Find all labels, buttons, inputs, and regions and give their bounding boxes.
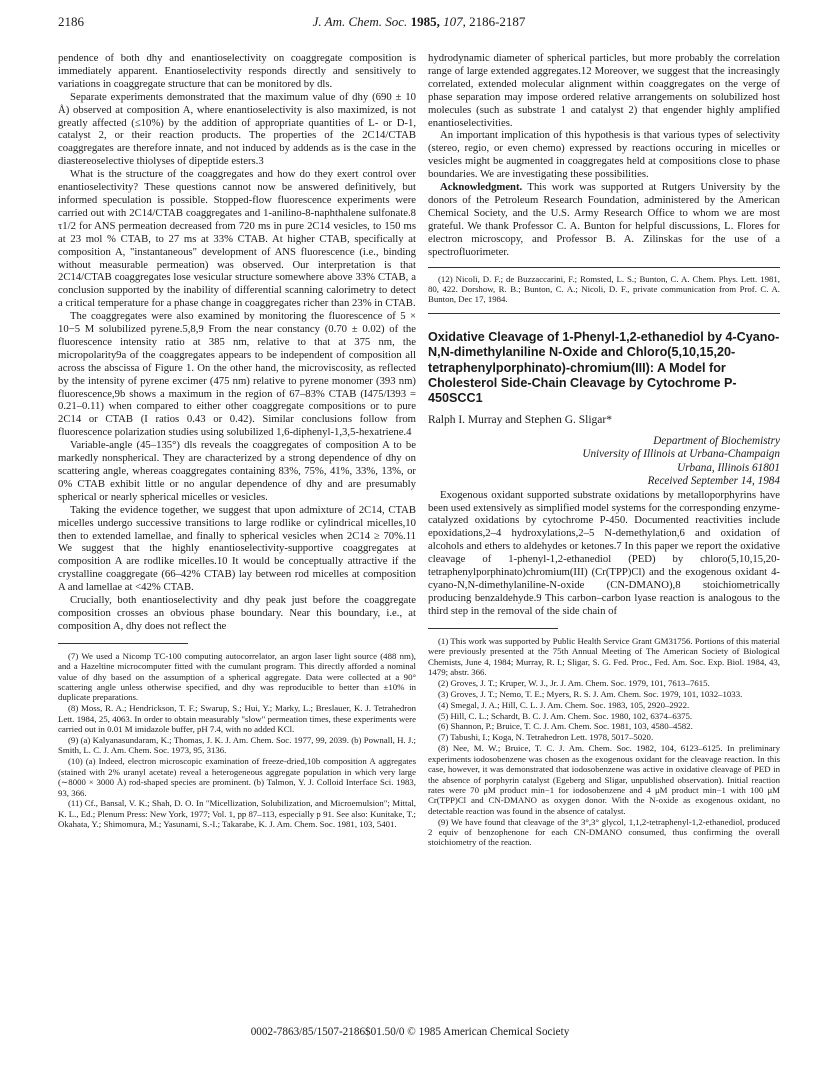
left-column <box>58 52 416 830</box>
acknowledgment <box>428 181 780 258</box>
body-paragraph: Taking the evidence together, we suggest that upon admixture of 2C14, CTAB micelles undergo successive transitions to large rodlike or cylindrical micelles,10 then to extended lamellae, and finally to spherical vesicles when 2C14 ≥ 70%.11 We suggest that the highly enantioselectivity-supportive coaggregates at composition A are rodlike micelles.10 It would be conceptually attractive if the crystalline coaggregate (66–42% CTAB) lay between rod micelles at composition A and lamellae at <42% CTAB. <box>58 503 416 594</box>
footnote: (1) This work was supported by Public Health Service Grant GM31756. Portions of this material were previously presented at the 75th Annual Meeting of The American Society of Biological Chemists, June 4, 1984; Murray, R. I.; Sligar, S. G. Fed. Proc., Fed. Am. Soc. Exp. Biol. 1984, 43, 1479; abstr. 366. <box>428 635 780 677</box>
affiliation-line: University of Illinois at Urbana-Champaign <box>582 448 780 461</box>
footnote: (7) We used a Nicomp TC-100 computing autocorrelator, an argon laser light source (488 nm), and a Hazeltine microcomputer fitted with the cumulant program. This directly afforded a nominal value of dhy based on the assumption of a spherical aggregate. Data were collected at a 90° scattering angle unless otherwise specified, and dhy was reproducible to better than ±10% in duplicate preparations. <box>58 650 416 703</box>
footnote: (5) Hill, C. L.; Schardt, B. C. J. Am. Chem. Soc. 1980, 102, 6374–6375. <box>438 710 693 721</box>
footnote: (9) We have found that cleavage of the 3°,3° glycol, 1,1,2-tetraphenyl-1,2-ethanediol, produced 2 equiv of benzophenone for each CN-DMANO consumed, thus confirming the overall stoichiometry of the reaction. <box>428 816 780 848</box>
acknowledgment-label: Acknowledgment. <box>440 181 523 194</box>
body-paragraph: Separate experiments demonstrated that the maximum value of dhy (690 ± 10 Å) observed at composition A, where enantioselectivity is also maximized, is not greatly affected (≤10%) by the addition of appropriate quantities of L- or D-1, catalyst 2, or their reaction products. The properties of the 2C14/CTAB coaggregates are therefore innate, and not induced by addends as is the case in the diastereoselective thiolyses of dipeptide esters.3 <box>58 90 416 168</box>
section-rule <box>428 313 780 314</box>
footnote-12-block <box>428 274 780 305</box>
footnote: (7) Tabushi, I.; Koga, N. Tetrahedron Lett. 1978, 5017–5020. <box>438 732 654 743</box>
right-column <box>428 52 780 848</box>
footnote: (8) Nee, M. W.; Bruice, T. C. J. Am. Chem. Soc. 1982, 104, 6123–6125. In preliminary experiments iodosobenzene was chosen as the exogenous oxidant for the cleavage reaction. In this case, however, it was demonstrated that iodosobenzene was active in oxidative cleavage of PED in the absence of porphyrin catalyst (Egeberg and Sligar, unpublished observation). Initial reaction rates were 70 μM product min−1 for iodosobenzene and 4 μM product min−1 with 100 μM Cr(TPP)Cl and CN-DMANO as oxygen donor. With the N-oxide as exogenous oxidant, no detectable reaction was found in the absence of catalyst. <box>428 743 780 816</box>
journal-name: J. Am. Chem. Soc. <box>312 14 408 29</box>
footnote: (6) Shannon, P.; Bruice, T. C. J. Am. Chem. Soc. 1981, 103, 4580–4582. <box>438 721 693 732</box>
footnote: (11) Cf., Bansal, V. K.; Shah, D. O. In "Micellization, Solubilization, and Microemulsion"; Mittal, K. L., Ed.; Plenum Press: New York, 1977; Vol. 1, pp 87–113, especially p 91. See also: Kunitake, T.; Okahata, Y.; Shimomura, M.; Yasunami, S.-I.; Takarabe, K. J. Am. Chem. Soc. 1981, 103, 5401. <box>58 798 416 830</box>
journal-citation <box>58 14 780 30</box>
received-date: Received September 14, 1984 <box>647 475 780 488</box>
footnote: (2) Groves, J. T.; Kruper, W. J., Jr. J. Am. Chem. Soc. 1979, 101, 7613–7615. <box>438 677 710 688</box>
body-paragraph: Crucially, both enantioselectivity and dhy peak just before the coaggregate composition crosses an obvious phase boundary. Near this boundary, i.e., at composition A, dhy does not reflect the <box>58 594 416 632</box>
body-paragraph: hydrodynamic diameter of spherical particles, but more probably the correlation range of large extended aggregates.12 Moreover, we suggest that the increasingly correlated, extended molecular alignment within coaggregates on the verge of phase separation may impose ordered relative arrangements on solubilized host molecules (such as substrate 1 and catalyst 2) that engender highly amplified enantioselectivities. <box>428 52 780 129</box>
running-header <box>58 14 780 32</box>
acknowledgment-text: This work was supported at Rutgers University by the donors of the Petroleum Research Foundation, administered by the American Chemical Society, and the U.S. Army Research Office to whom we are most grateful. We thank Professor C. A. Bunton for helpful discussions, L. Flores for electron microscopy, and Professor B. A. Zilinskas for the use of a spectrofluorimeter. <box>428 181 780 258</box>
body-paragraph: pendence of both dhy and enantioselectivity on coaggregate composition is immediately apparent. Enantioselectivity responds directly and sensitively to variations in coaggregate structure that can be monitored by dls. <box>58 52 416 90</box>
affiliation-line: Department of Biochemistry <box>653 434 780 447</box>
footnote: (4) Smegal, J. A.; Hill, C. L. J. Am. Chem. Soc. 1983, 105, 2920–2922. <box>438 699 690 710</box>
footnote: (8) Moss, R. A.; Hendrickson, T. F.; Swarup, S.; Hui, Y.; Marky, L.; Breslauer, K. J. Tetrahedron Lett. 1984, 25, 4063. In order to obtain measurably "slow" permeation times, these experiments were carried out in 0.01 M imidazole buffer, pH 7.4, with no added KCl. <box>58 703 416 735</box>
article-authors: Ralph I. Murray and Stephen G. Sligar* <box>428 413 612 426</box>
page-number: 2186 <box>58 14 84 29</box>
footnote: (12) Nicoli, D. F.; de Buzzaccarini, F.; Romsted, L. S.; Bunton, C. A. Chem. Phys. Lett. 1981, 80, 422. Dorshow, R. B.; Bunton, C. A.; Nicoli, D. F., private communication from Prof. C. A. Bunton, Dec 17, 1984. <box>428 273 780 305</box>
body-paragraph: An important implication of this hypothesis is that various types of selectivity (stereo, regio, or even chemo) expressed by reactions occuring in micelles or vesicles might be augmented in coaggregates held at compositions close to phase boundaries. We are investigating these possibilities. <box>428 129 780 181</box>
footnotes-left <box>58 651 416 830</box>
footnote-rule <box>428 628 558 629</box>
page-footer: 0002-7863/85/1507-2186$01.50/0 © 1985 American Chemical Society <box>250 1026 570 1038</box>
footnotes-right <box>428 636 780 848</box>
affiliation <box>428 435 780 476</box>
journal-volume: 107, <box>443 14 466 29</box>
footnote: (9) (a) Kalyanasundaram, K.; Thomas, J. K. J. Am. Chem. Soc. 1977, 99, 2039. (b) Pownall, H. J.; Smith, L. C. J. Am. Chem. Soc. 1973, 95, 3136. <box>58 735 416 756</box>
body-paragraph: The coaggregates were also examined by monitoring the fluorescence of 5 × 10−5 M solubilized pyrene.5,8,9 From the near constancy (0.70 ± 0.02) of the fluorescence intensity ratio at 385 nm, relative to that at 375 nm, the micropolarity9a of the coaggregates appears to be independent of composition all across the abscissa of Figure 1. On the other hand, the microviscosity, as reflected by the intensity of pyrene excimer (475 nm) relative to pyrene monomer (393 nm) fluorescence,9b shows a maximum in the region of 67–83% CTAB (I475/I393 = 0.21–0.11) when compared to either other coaggregate compositions or to pure 2C14 or CTAB (I ratios 0.43 or 0.42). Similar conclusions follow from fluorescence polarization studies using solubilized 1,6-diphenyl-1,3,5-hexatriene.4 <box>58 310 416 439</box>
footnote: (10) (a) Indeed, electron microscopic examination of freeze-dried,10b composition A aggregates (stained with 2% uranyl acetate) reveal a heterogeneous aggregate population in which very large (∼8000 × 3000 Å) rod-shaped species are prominent. (b) Talmon, Y. J. Colloid Interface Sci. 1983, 93, 366. <box>58 756 416 798</box>
body-paragraph: Variable-angle (45–135°) dls reveals the coaggregates of composition A to be markedly nonspherical. They are characterized by a strong dependence of dhy on scattering angle, whereas coaggregates containing 83%, 75%, 41%, 33%, 13%, or 0% CTAB exhibit little or no angular dependence of dhy and are presumably spherical or nearly spherical micelles or vesicles. <box>58 439 416 503</box>
article-title: Oxidative Cleavage of 1-Phenyl-1,2-ethanediol by 4-Cyano-N,N-dimethylaniline N-Oxide and Chloro(5,10,15,20-tetraphenylporphinato)-chromium(III): A Model for Cholesterol Side-Chain Cleavage by Cytochrome P-450SCC1 <box>428 329 780 406</box>
footnote-rule <box>58 643 188 644</box>
journal-year: 1985, <box>410 14 440 29</box>
footnote: (3) Groves, J. T.; Nemo, T. E.; Myers, R. S. J. Am. Chem. Soc. 1979, 101, 1032–1033. <box>438 688 743 699</box>
body-paragraph: Exogenous oxidant supported substrate oxidations by metalloporphyrins have been used extensively as simplified model systems for the corresponding enzyme-catalyzed oxidations by cytochrome P-450. Documented reactivities include epoxidations,2–4 hydroxylations,2–5 N-demethylation,6 and oxidation of alcohols and ethers to aldehydes or ketones.7 In this paper we report the oxidative cleavage of 1-phenyl-1,2-ethanediol (PED) by chloro(5,10,15,20-tetraphenylporphinato)chromium(III) (Cr(TPP)Cl) and the exogenous oxidant 4-cyano-N,N-dimethylaniline-N-oxide (CN-DMANO),8 stoichiometrically producing benzaldehyde.9 This carbon–carbon lyase reaction is analogous to the third step in the removal of the side chain of <box>428 488 780 617</box>
affiliation-line: Urbana, Illinois 61801 <box>677 461 780 474</box>
section-rule <box>428 267 780 268</box>
journal-pages: 2186-2187 <box>469 14 526 29</box>
body-paragraph: What is the structure of the coaggregates and how do they exert control over enantioselectivity? These questions cannot now be answered definitively, but informed speculation is possible. Stopped-flow fluorescence experiments were carried out with 2C14/CTAB coaggregates and 1-anilino-8-naphthalene sulfonate.8 τ1/2 for ANS permeation decreased from 720 ms in pure 2C14 vesicles, to 150 ms at 23 mol % CTAB, to 27 ms at 33% CTAB. At higher CTAB, specifically at composition A, "instantaneous" development of ANS fluorescence (i.e., binding without measurable permeation) was observed. Our interpretation is that 2C14/CTAB coaggregates lose vesicular structure somewhere above 33% CTAB, a conclusion supported by the inability of differential scanning calorimetry to detect a critical temperature for a phase change in coaggregates richer than 23% in CTAB. <box>58 168 416 310</box>
